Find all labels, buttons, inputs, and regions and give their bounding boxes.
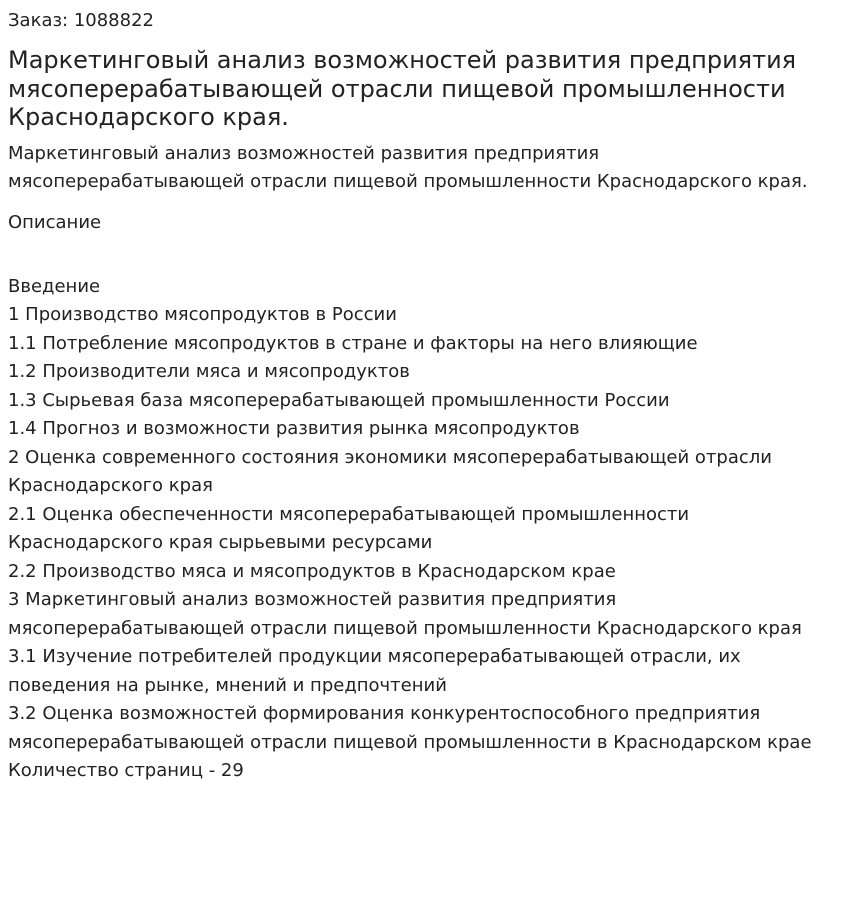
description-heading: Описание	[8, 211, 102, 233]
toc-item: 2.1 Оценка обеспеченности мясоперерабатывающей промышленности Краснодарского края сырьевыми ресурсами	[8, 503, 690, 553]
toc-item: 2.2 Производство мяса и мясопродуктов в Краснодарском крае	[8, 560, 616, 582]
toc-item: 2 Оценка современного состояния экономики мясоперерабатывающей отрасли Краснодарского края	[8, 446, 772, 496]
table-of-contents	[8, 273, 839, 758]
toc-item: 1.1 Потребление мясопродуктов в стране и факторы на него влияющие	[8, 332, 698, 354]
page-count: Количество страниц - 29	[8, 760, 244, 781]
toc-item: 1.2 Производители мяса и мясопродуктов	[8, 361, 410, 382]
toc-item: Введение	[8, 275, 101, 297]
lead-paragraph: Маркетинговый анализ возможностей развития предприятия мясоперерабатывающей отрасли пищевой промышленности Краснодарского края.	[8, 142, 808, 192]
toc-item: 3.1 Изучение потребителей продукции мясоперерабатывающей отрасли, их поведения на рынке, мнений и предпочтений	[8, 646, 741, 696]
toc-item: 3 Маркетинговый анализ возможностей развития предприятия мясоперерабатывающей отрасли пищевой промышленности Краснодарского края	[8, 589, 802, 639]
order-number: Заказ: 1088822	[8, 10, 154, 31]
toc-item: 3.2 Оценка возможностей формирования конкурентоспособного предприятия мясоперерабатывающей отрасли пищевой промышленности в Краснодарском крае	[8, 703, 812, 753]
toc-item: 1 Производство мясопродуктов в России	[8, 304, 397, 325]
toc-item: 1.3 Сырьевая база мясоперерабатывающей промышленности России	[8, 389, 670, 411]
page-title: Маркетинговый анализ возможностей развития предприятия мясоперерабатывающей отрасли пищевой промышленности Краснодарского края.	[8, 46, 797, 131]
toc-item: 1.4 Прогноз и возможности развития рынка мясопродуктов	[8, 418, 580, 439]
